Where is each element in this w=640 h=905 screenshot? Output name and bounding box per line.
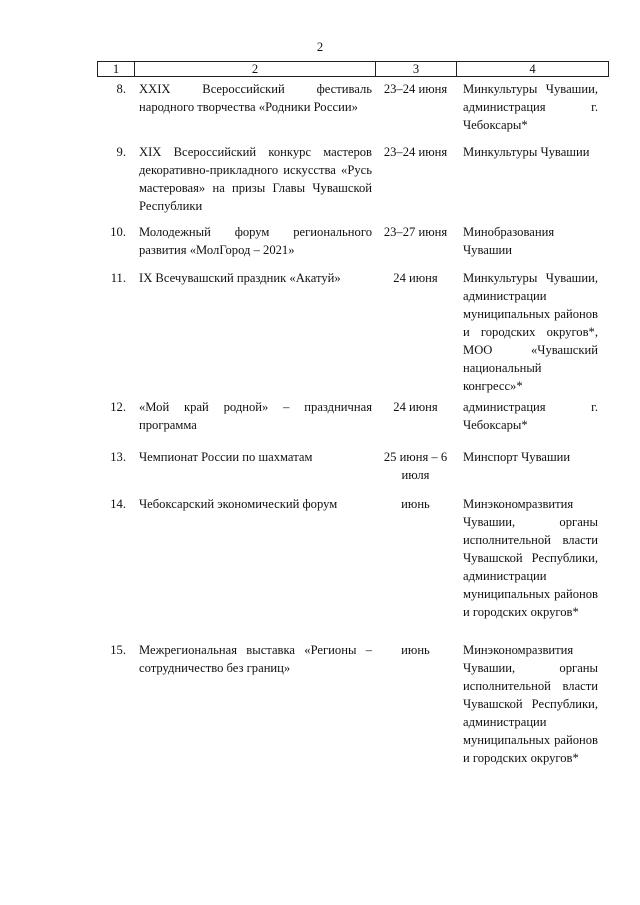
row-event: Межрегиональная выставка «Регионы – сотрудничество без границ» (139, 643, 372, 675)
row-organizer: администрация г. Чебоксары* (463, 400, 598, 432)
header-col-4: 4 (456, 62, 609, 76)
row-event: Чебоксарский экономический форум (139, 497, 338, 511)
table-header (97, 61, 609, 77)
row-organizer: Минэкономразвития Чувашии, органы исполнительной власти Чувашской Республики, администрации муниципальных районов и городских округов* (463, 643, 598, 765)
row-organizer: Минспорт Чувашии (463, 450, 571, 464)
row-date: 23–27 июня (383, 225, 448, 239)
header-col-2: 2 (134, 62, 375, 76)
row-organizer: Минкультуры Чувашии, администрация г. Чебоксары* (463, 82, 598, 132)
row-number: 12. (110, 400, 126, 414)
row-event: Чемпионат России по шахматам (139, 450, 313, 464)
page-number: 2 (316, 40, 324, 54)
row-date: 23–24 июня (383, 82, 448, 96)
row-date: 25 июня – 6 июля (383, 450, 448, 482)
row-event: IX Всечувашский праздник «Акатуй» (139, 271, 341, 285)
row-date: июнь (401, 643, 430, 657)
row-organizer: Минкультуры Чувашии, администрации муниципальных районов и городских округов*, МОО «Чувашский национальный конгресс»* (463, 271, 598, 393)
row-event: XXIX Всероссийский фестиваль народного творчества «Родники России» (139, 82, 372, 114)
header-col-1: 1 (97, 62, 134, 76)
row-event: Молодежный форум регионального развития «МолГород – 2021» (139, 225, 372, 257)
row-number: 9. (116, 145, 126, 159)
row-organizer: Минэкономразвития Чувашии, органы исполнительной власти Чувашской Республики, администрации муниципальных районов и городских округов* (463, 497, 598, 619)
row-number: 15. (110, 643, 126, 657)
row-event: «Мой край родной» – праздничная программа (139, 400, 372, 432)
header-col-3: 3 (375, 62, 456, 76)
row-date: 24 июня (393, 400, 438, 414)
row-date: июнь (401, 497, 430, 511)
row-number: 10. (110, 225, 126, 239)
row-event: XIX Всероссийский конкурс мастеров декоративно-прикладного искусства «Русь мастеровая» на призы Главы Чувашской Республики (139, 145, 372, 213)
row-number: 8. (116, 82, 126, 96)
row-organizer: Минобразования Чувашии (463, 225, 555, 257)
row-date: 23–24 июня (383, 145, 448, 159)
row-date: 24 июня (393, 271, 438, 285)
row-number: 11. (110, 271, 126, 285)
row-number: 14. (110, 497, 126, 511)
row-number: 13. (110, 450, 126, 464)
row-organizer: Минкультуры Чувашии (463, 145, 590, 159)
